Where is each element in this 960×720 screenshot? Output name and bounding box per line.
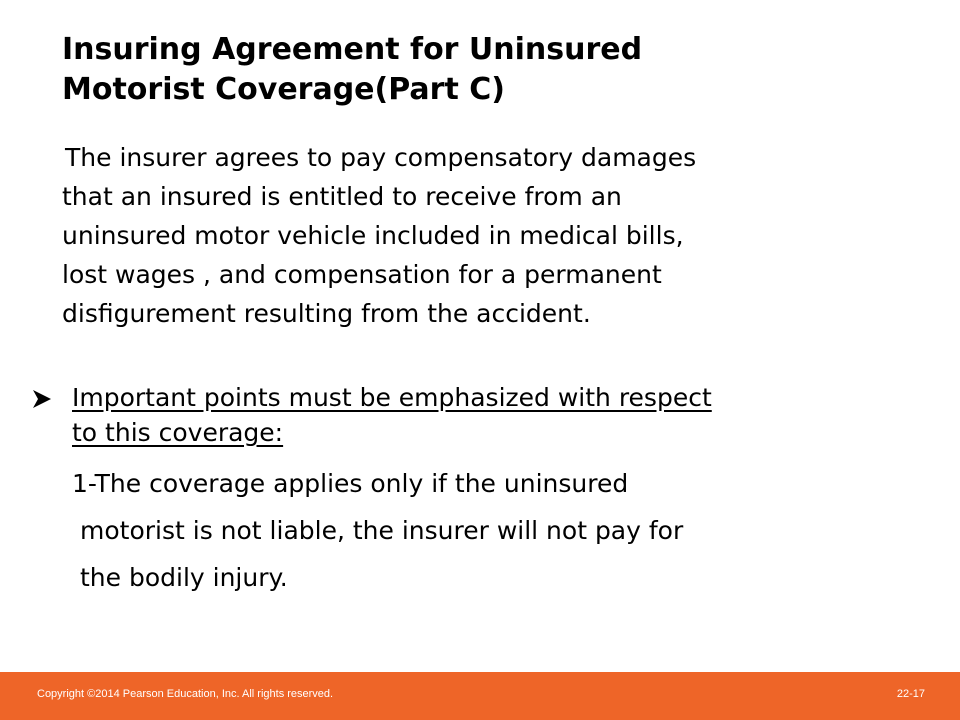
body-line: disfigurement resulting from the accident.	[62, 299, 591, 328]
point-line: the bodily injury.	[80, 563, 288, 592]
numbered-point	[72, 460, 932, 601]
arrow-bullet-icon	[30, 387, 54, 411]
page-number: 22-17	[896, 688, 925, 700]
bullet-row	[30, 380, 930, 450]
footer-bar	[0, 672, 960, 720]
slide-title-line: Motorist Coverage(Part C)	[62, 72, 505, 107]
point-line: motorist is not liable, the insurer will not pay for	[80, 516, 684, 545]
body-line: lost wages , and compensation for a permanent	[62, 260, 662, 289]
slide-title	[62, 30, 922, 110]
copyright-text: Copyright ©2014 Pearson Education, Inc. All rights reserved.	[37, 688, 334, 700]
bullet-line: to this coverage:	[72, 418, 284, 447]
slide-title-line: Insuring Agreement for Uninsured	[62, 32, 643, 67]
bullet-point	[30, 380, 930, 450]
bullet-line: Important points must be emphasized with respect	[72, 383, 712, 412]
body-line: uninsured motor vehicle included in medical bills,	[62, 221, 684, 250]
body-paragraph	[62, 138, 932, 333]
body-line: The insurer agrees to pay compensatory damages	[65, 143, 697, 172]
body-line: that an insured is entitled to receive from an	[62, 182, 622, 211]
point-line: 1-The coverage applies only if the uninsured	[72, 469, 629, 498]
